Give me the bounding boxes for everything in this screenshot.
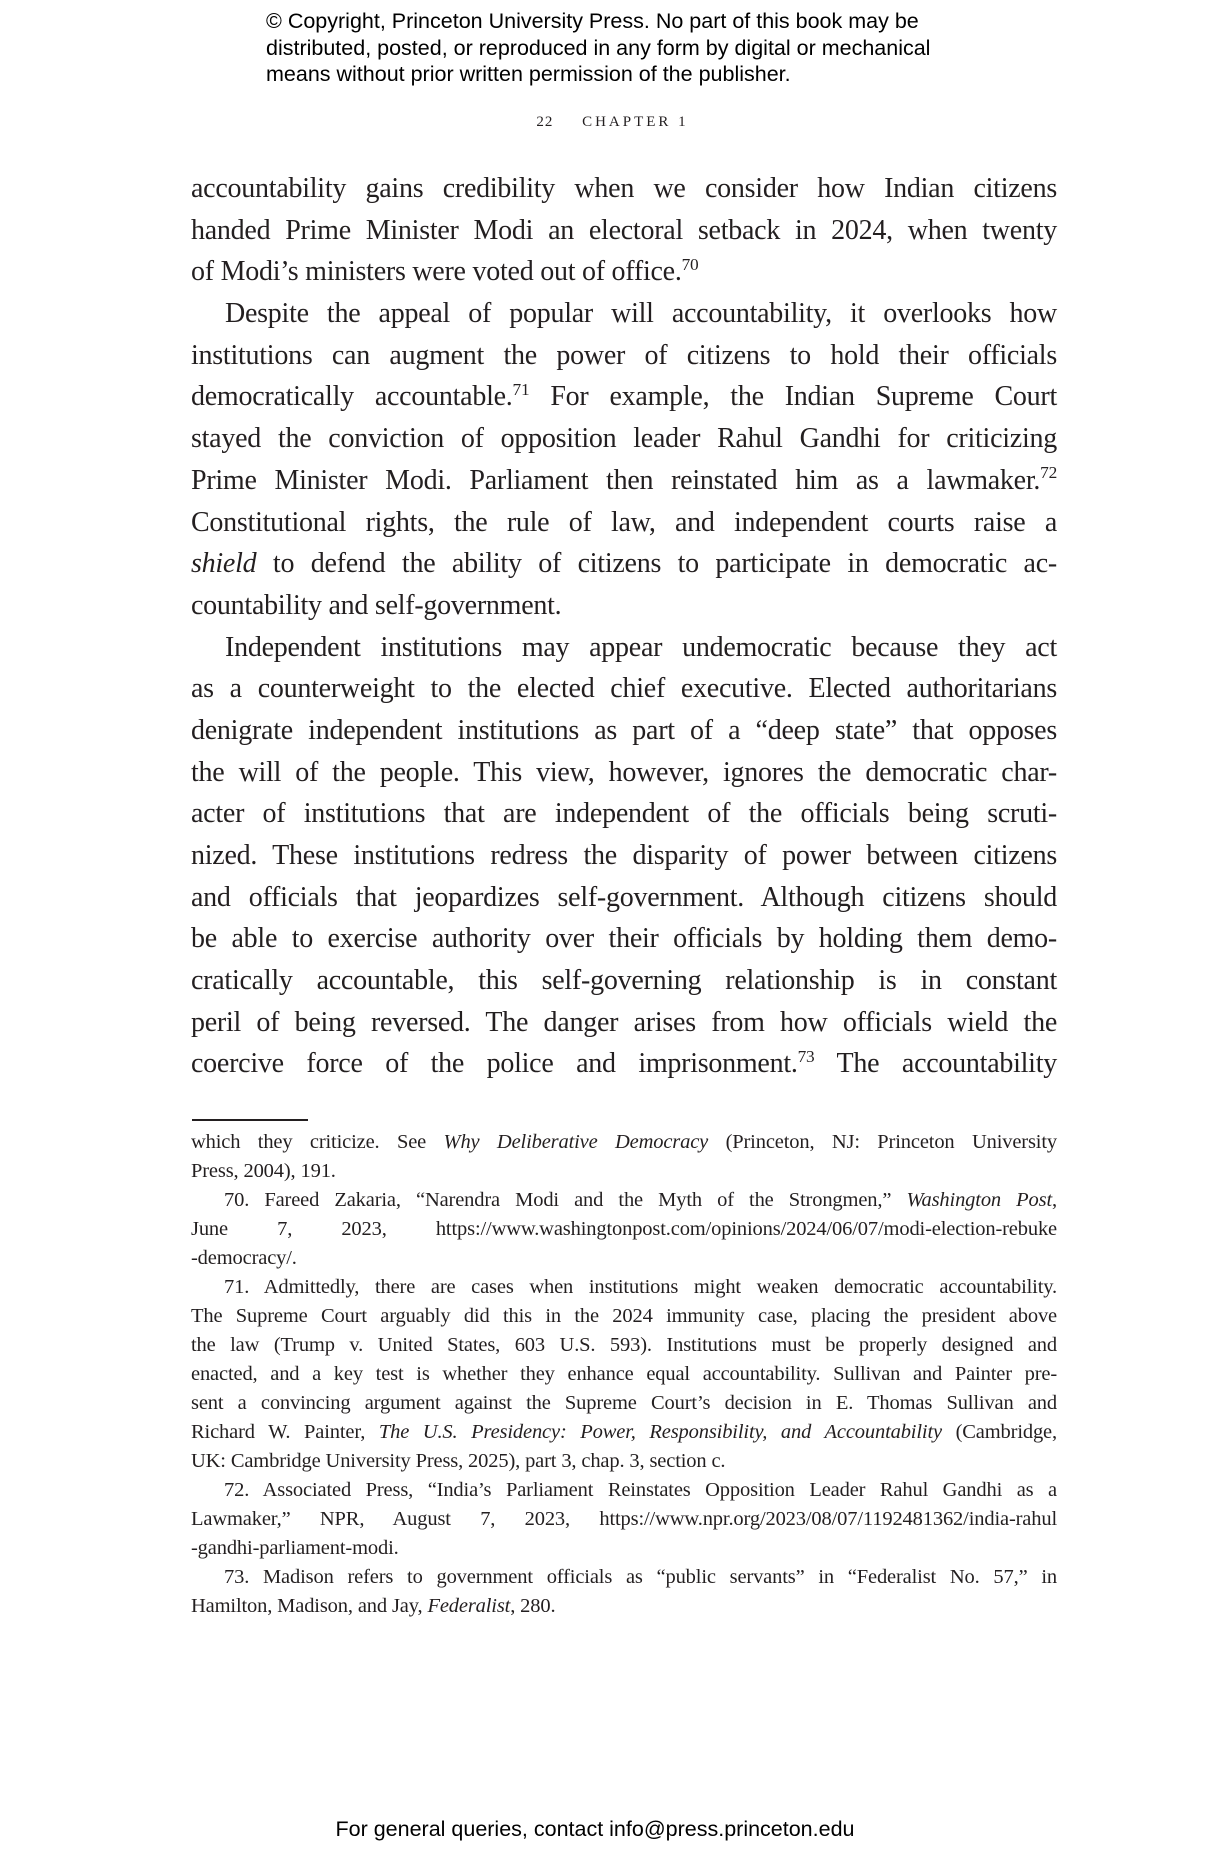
text-line: 71. Admittedly, there are cases when institutions might weaken democratic accountability. [224,1276,1057,1298]
text-line: enacted, and a key test is whether they enhance equal accountability. Sullivan and Painter pre- [191,1363,1057,1385]
text-line: cratically accountable, this self-governing relationship is in constant [191,965,1057,997]
text-line [191,1043,1057,1085]
publication-title: Washington Post [906,1189,1053,1211]
footnote-continuation [191,1128,1057,1186]
text-line: stayed the conviction of opposition leader Rahul Gandhi for criticizing [191,423,1057,455]
book-title: Why Deliberative Democracy [443,1131,709,1153]
text-span: For example, the Indian Supreme Court [529,381,1057,413]
text-line [191,1418,1057,1447]
paragraph-3 [191,627,1057,1086]
copyright-line: means without prior written permission of the publisher. [266,62,791,86]
text-line: UK: Cambridge University Press, 2025), part 3, chap. 3, section c. [191,1450,726,1472]
text-line: 73. Madison refers to government officials as “public servants” in “Federalist No. 57,” in [224,1566,1057,1588]
footnotes [191,1128,1057,1621]
footnote-link[interactable]: -gandhi-parliament-modi. [191,1537,399,1559]
copyright-notice [266,8,966,88]
text-span: which they criticize. See [191,1131,444,1153]
text-span: of Modi’s ministers were voted out of office. [191,256,682,288]
text-line: the law (Trump v. United States, 603 U.S. 593). Institutions must be properly designed and [191,1334,1057,1356]
text-line [191,460,1057,502]
footnote-ref-71[interactable]: 71 [512,379,530,399]
text-line: nized. These institutions redress the disparity of power between citizens [191,840,1057,871]
text-span: coercive force of the police and imprisonment. [191,1048,798,1080]
footnote-70 [191,1186,1057,1273]
text-line [191,1128,1057,1157]
italic-emphasis: shield [191,548,257,580]
footnote-ref-72[interactable]: 72 [1040,463,1057,483]
text-line: as a counterweight to the elected chief executive. Elected authoritarians [191,673,1057,705]
page-number: 22 [536,114,554,130]
text-line: Independent institutions may appear undemocratic because they act [225,631,1057,663]
text-line: Constitutional rights, the rule of law, and independent courts raise a [191,506,1057,538]
footer-contact [0,1817,1225,1842]
text-line [191,251,1057,293]
footnote-ref-73[interactable]: 73 [797,1046,815,1066]
text-span: Hamilton, Madison, and Jay, [191,1595,428,1617]
text-span: , 280. [510,1595,556,1617]
footnote-link[interactable]: -democracy/. [191,1247,297,1269]
text-span: to defend the ability of citizens to participate in democratic ac- [256,548,1057,580]
text-span: , [1052,1189,1057,1211]
paragraph-1 [191,168,1057,293]
text-line: Press, 2004), 191. [191,1160,336,1182]
text-line: denigrate independent institutions as part of a “deep state” that opposes [191,714,1057,746]
text-line [191,1592,1057,1621]
text-line [191,376,1057,418]
text-line [191,1186,1057,1215]
text-span: democratically accountable. [191,381,513,413]
copyright-line: © Copyright, Princeton University Press. No part of this book may be [266,9,919,33]
text-line: The Supreme Court arguably did this in the 2024 immunity case, placing the president above [191,1305,1057,1327]
paragraph-2 [191,293,1057,627]
text-line: countability and self-government. [191,589,562,621]
footnote-link[interactable]: June 7, 2023, https://www.washingtonpost.com/opinions/2024/06/07/modi-election-rebuke [191,1218,1057,1240]
footnote-link[interactable]: Lawmaker,” NPR, August 7, 2023, https://www.npr.org/2023/08/07/1192481362/india-rahul [191,1508,1057,1530]
running-head [0,114,1225,131]
footnote-divider [192,1119,308,1121]
footnote-ref-70[interactable]: 70 [681,254,699,274]
footnote-73 [191,1563,1057,1621]
copyright-line: distributed, posted, or reproduced in any form by digital or mechanical [266,35,931,60]
text-line: handed Prime Minister Modi an electoral setback in 2024, when twenty [191,214,1057,246]
text-span: The accountability [814,1048,1057,1080]
text-line: accountability gains credibility when we consider how Indian citizens [191,173,1057,204]
text-span: Richard W. Painter, [191,1421,379,1443]
text-span: 70. Fareed Zakaria, “Narendra Modi and the Myth of the Strongmen,” [224,1189,907,1211]
text-line: acter of institutions that are independent of the officials being scruti- [191,798,1057,830]
text-line: 72. Associated Press, “India’s Parliament Reinstates Opposition Leader Rahul Gandhi as a [224,1479,1057,1501]
book-title: Federalist [427,1595,511,1617]
contact-text: For general queries, contact info@press.princeton.edu [335,1817,855,1841]
text-line: the will of the people. This view, however, ignores the democratic char- [191,756,1057,788]
text-line: be able to exercise authority over their officials by holding them demo- [191,923,1057,955]
footnote-72 [191,1476,1057,1563]
text-span: (Cambridge, [941,1421,1057,1443]
text-span: Prime Minister Modi. Parliament then reinstated him as a lawmaker. [191,464,1041,496]
text-line: and officials that jeopardizes self-government. Although citizens should [191,881,1057,913]
footnote-71 [191,1273,1057,1476]
text-line: Despite the appeal of popular will accountability, it overlooks how [225,298,1057,330]
chapter-label: CHAPTER 1 [582,114,689,130]
book-title: The U.S. Presidency: Power, Responsibility, and Accountability [378,1421,942,1443]
text-line: sent a convincing argument against the Supreme Court’s decision in E. Thomas Sullivan and [191,1392,1057,1414]
text-line: peril of being reversed. The danger arises from how officials wield the [191,1006,1057,1038]
body-text [191,168,1057,1085]
text-line: institutions can augment the power of citizens to hold their officials [191,339,1057,371]
text-line [191,543,1057,585]
text-span: (Princeton, NJ: Princeton University [708,1131,1057,1153]
